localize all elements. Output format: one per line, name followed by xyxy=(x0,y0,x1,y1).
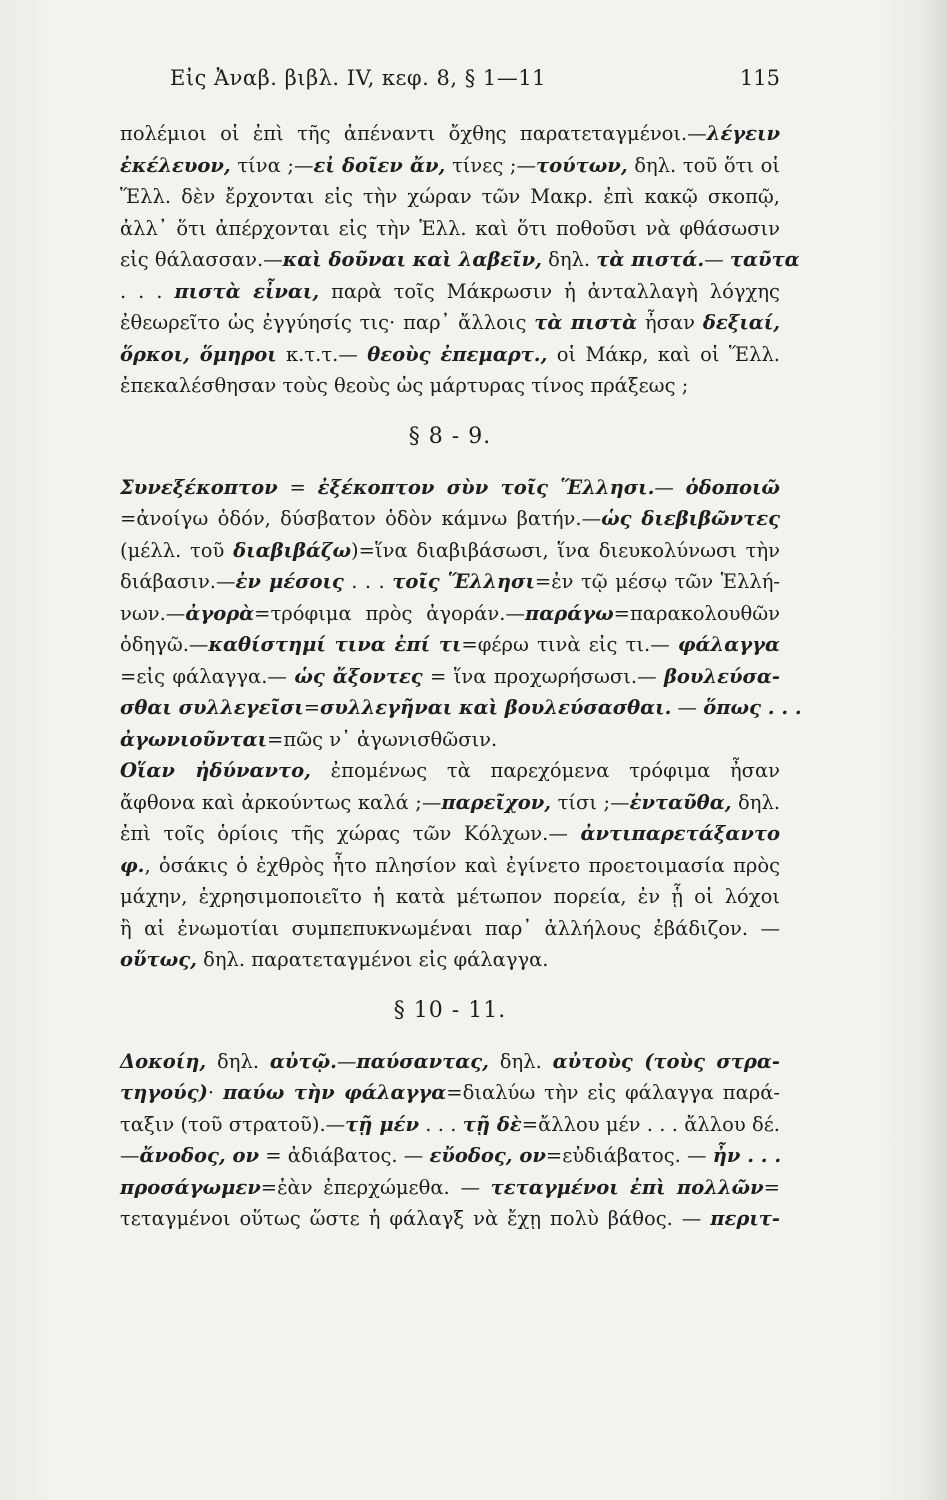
text-run: =παρακολουθῶν xyxy=(613,601,780,625)
text-run: Ἕλλ. δὲν ἔρχονται εἰς τὴν χώραν τῶν Μακρ. ἐπὶ κακῷ σκοπῷ, xyxy=(120,185,780,208)
text-line xyxy=(120,944,780,976)
lemma: ὡς ἄξοντες xyxy=(294,664,423,688)
text-run: . . . xyxy=(343,570,393,593)
section-heading: § 8 - 9. xyxy=(408,423,492,449)
lemma: αὐτῷ. xyxy=(269,1049,337,1073)
text-run: ταξιν (τοῦ στρατοῦ).— xyxy=(120,1112,346,1136)
text-run: = ἵνα προχωρήσωσι.— xyxy=(422,664,664,688)
lemma: παρεῖχον, xyxy=(441,790,552,814)
lemma: τηγούς) xyxy=(120,1081,208,1104)
lemma: θεοὺς ἐπεμαρτ., xyxy=(367,342,548,366)
text-run: ἦσαν xyxy=(637,311,703,334)
text-run: κ.τ.τ.— xyxy=(276,342,368,366)
text-run: =πῶς ν᾽ ἀγωνισθῶσιν. xyxy=(267,727,498,751)
text-line xyxy=(120,692,802,724)
text-run: =φέρω τινὰ εἰς τι.— xyxy=(461,633,678,656)
page-body xyxy=(120,118,802,1235)
text-line xyxy=(120,724,780,756)
text-run: =εἰς φάλαγγα.— xyxy=(120,664,295,688)
text-run: μάχην, ἐχρησιμοποιεῖτο ἡ κατὰ μέτωπον πορεία, ἐν ᾗ οἱ λόχοι xyxy=(120,885,780,908)
lemma: ὅρκοι, ὅμηροι xyxy=(120,342,277,366)
text-line xyxy=(120,1046,780,1078)
text-run: =τρόφιμα πρὸς ἀγοράν.— xyxy=(254,601,525,625)
text-run: · xyxy=(207,1081,223,1104)
text-line xyxy=(120,1077,780,1109)
lemma: παύω τὴν φάλαγγα xyxy=(222,1081,447,1104)
lemma: φ. xyxy=(120,853,145,877)
lemma: προσάγωμεν xyxy=(120,1175,261,1199)
page-edge-shadow xyxy=(919,0,947,1500)
text-run: τεταγμένοι οὕτως ὥστε ἡ φάλαγξ νὰ ἔχῃ πολὺ βάθος. — xyxy=(120,1207,711,1230)
text-run: τίνες ;— xyxy=(445,153,536,177)
text-line xyxy=(120,244,800,276)
text-run: δηλ. παρατεταγμένοι εἰς φάλαγγα. xyxy=(196,948,549,971)
text-line xyxy=(120,1109,780,1141)
lemma: ταῦτα xyxy=(729,248,800,271)
text-run: = xyxy=(277,475,318,499)
lemma: τοῖς Ἕλλησι xyxy=(392,570,535,593)
text-run: — xyxy=(654,475,686,499)
text-run: ἀλλ᾽ ὅτι ἀπέρχονται εἰς τὴν Ἑλλ. καὶ ὅτι ποθοῦσι νὰ φθάσωσιν xyxy=(120,216,780,240)
lemma: καὶ δοῦναι καὶ λαβεῖν, xyxy=(282,248,542,271)
lemma: ἀγωνιοῦνται xyxy=(120,727,268,751)
lemma: τεταγμένοι ἐπὶ πολλῶν xyxy=(490,1175,764,1199)
text-run: =ἐὰν ἐπερχώμεθα. — xyxy=(260,1175,491,1199)
lemma: ὡς διεβιβῶντες xyxy=(601,507,780,530)
lemma: βουλεύσα- xyxy=(663,664,780,688)
lemma: παύσαντας, xyxy=(356,1049,489,1073)
lemma: αὐτοὺς (τοὺς στρα- xyxy=(552,1049,780,1073)
text-line xyxy=(120,661,780,693)
running-head: Εἰς Ἀναβ. βιβλ. IV, κεφ. 8, § 1—11 xyxy=(170,66,546,90)
text-line xyxy=(120,472,780,504)
lemma: τῇ δὲ xyxy=(462,1112,522,1136)
text-run: τίνα ;— xyxy=(230,153,314,177)
text-line xyxy=(120,213,780,245)
text-line xyxy=(120,566,780,598)
text-line xyxy=(120,1140,780,1172)
text-run: νων.— xyxy=(120,601,186,625)
lemma: δεξιαί, xyxy=(702,311,780,334)
text-line xyxy=(120,598,780,630)
text-run: ἐπεκαλέσθησαν τοὺς θεοὺς ὡς μάρτυρας τίνος πράξεως ; xyxy=(120,374,689,397)
text-run: δηλ. xyxy=(488,1049,553,1073)
lemma: ὅπως . . . xyxy=(703,696,802,719)
lemma: λέγειν xyxy=(706,122,780,145)
text-run: , ὁσάκις ὁ ἐχθρὸς ἦτο πλησίον καὶ ἐγίνετο προετοιμασία πρὸς xyxy=(144,853,780,877)
text-run: — xyxy=(704,248,730,271)
text-run: ἄφθονα καὶ ἀρκούντως καλά ;— xyxy=(120,790,442,814)
text-run: . . . xyxy=(419,1112,463,1136)
text-run: δηλ. xyxy=(206,1049,270,1073)
text-line xyxy=(120,913,780,945)
text-run: ἢ αἱ ἐνωμοτίαι συμπεπυκνωμέναι παρ᾽ ἀλλήλους ἐβάδιζον. — xyxy=(120,916,780,940)
text-line xyxy=(120,370,780,402)
lemma: ἐνταῦθα, xyxy=(629,790,732,814)
text-run: ὁδηγῶ.— xyxy=(120,633,209,656)
text-line xyxy=(120,755,780,787)
text-run: ἐπὶ τοῖς ὁρίοις τῆς χώρας τῶν Κόλχων.— xyxy=(120,822,581,845)
text-line xyxy=(120,850,780,882)
text-line xyxy=(120,307,780,339)
lemma: Δοκοίη, xyxy=(120,1049,207,1073)
text-line xyxy=(120,150,780,182)
text-run: =ἐν τῷ μέσῳ τῶν Ἑλλή- xyxy=(534,570,780,593)
lemma: εἰ δοῖεν ἄν, xyxy=(313,153,446,177)
text-line xyxy=(120,1203,780,1235)
lemma: Συνεξέκοπτον xyxy=(120,475,278,499)
lemma: Οἵαν ἠδύναντο, xyxy=(120,759,311,782)
lemma: ἦν . . . xyxy=(712,1144,782,1167)
lemma: διαβιβάζω xyxy=(233,538,352,562)
text-run: οἱ Μάκρ, καὶ οἱ Ἕλλ. xyxy=(547,342,780,366)
text-line xyxy=(120,339,780,371)
text-line xyxy=(120,629,780,661)
text-run: (μέλλ. τοῦ xyxy=(120,538,234,562)
lemma: παράγω xyxy=(524,601,614,625)
text-line xyxy=(120,118,780,150)
text-run: διάβασιν.— xyxy=(120,570,236,593)
text-run: δηλ. xyxy=(541,248,597,271)
page-header xyxy=(120,60,780,100)
lemma: τῇ μέν xyxy=(345,1112,419,1136)
lemma: ἀντιπαρετάξαντο xyxy=(580,822,780,845)
text-run: δηλ. τοῦ ὅτι οἱ xyxy=(627,153,780,177)
text-line xyxy=(120,276,780,308)
text-run: δηλ. xyxy=(731,790,781,814)
text-run: =ἄλλου μέν . . . ἄλλου δέ. xyxy=(521,1112,780,1136)
lemma: ὁδοποιῶ xyxy=(685,475,780,499)
text-run: = xyxy=(763,1175,780,1199)
text-run: ἐθεωρεῖτο ὡς ἐγγύησίς τις· παρ᾽ ἄλλοις xyxy=(120,311,535,334)
text-line xyxy=(120,535,780,567)
text-run: = ἀδιάβατος. — xyxy=(259,1144,430,1167)
text-run: πολέμιοι οἱ ἐπὶ τῆς ἀπέναντι ὄχθης παρατεταγμένοι.— xyxy=(120,122,707,145)
text-line xyxy=(120,181,780,213)
text-run: )=ἵνα διαβιβάσωσι, ἵνα διευκολύνωσι τὴν xyxy=(351,538,780,562)
lemma: καθίστημί τινα ἐπί τι xyxy=(208,633,462,656)
text-run: τίσι ;— xyxy=(551,790,630,814)
lemma: τὰ πιστὰ xyxy=(534,311,638,334)
text-run: . . . xyxy=(120,279,175,303)
lemma: ἄνοδος, ον xyxy=(139,1144,260,1167)
lemma: ἐκέλευον, xyxy=(120,153,231,177)
text-line xyxy=(120,503,780,535)
text-run: παρὰ τοῖς Μάκρωσιν ἡ ἀνταλλαγὴ λόγχης xyxy=(319,279,780,303)
section-heading: § 10 - 11. xyxy=(393,997,507,1023)
text-line xyxy=(120,818,780,850)
text-run: — xyxy=(336,1049,357,1073)
lemma: τὰ πιστά. xyxy=(596,248,705,271)
lemma: συλλεγῆναι καὶ βουλεύσασθαι. xyxy=(320,696,672,719)
lemma: πιστὰ εἶναι, xyxy=(174,279,320,303)
lemma: ἐν μέσοις xyxy=(235,570,344,593)
lemma: ἐξέκοπτον σὺν τοῖς Ἕλλησι. xyxy=(317,475,655,499)
lemma: περιτ- xyxy=(710,1207,780,1230)
text-run: ἐπομένως τὰ παρεχόμενα τρόφιμα ἦσαν xyxy=(310,759,780,782)
text-line xyxy=(120,881,780,913)
text-line xyxy=(120,1172,780,1204)
text-run: = xyxy=(303,696,321,719)
lemma: οὕτως, xyxy=(120,948,197,971)
lemma: τούτων, xyxy=(535,153,628,177)
text-run: =εὐδιάβατος. — xyxy=(545,1144,713,1167)
text-run: =διαλύω τὴν εἰς φάλαγγα παρά- xyxy=(446,1081,780,1104)
lemma: εὔοδος, ον xyxy=(429,1144,546,1167)
text-run: — xyxy=(120,1144,140,1167)
text-line xyxy=(120,787,780,819)
lemma: φάλαγγα xyxy=(677,633,780,656)
text-run: =ἀνοίγω ὁδόν, δύσβατον ὁδὸν κάμνω βατήν.— xyxy=(120,507,602,530)
lemma: σθαι συλλεγεῖσι xyxy=(120,696,304,719)
text-run: εἰς θάλασσαν.— xyxy=(120,248,283,271)
page-number: 115 xyxy=(739,66,780,90)
lemma: ἀγορὰ xyxy=(185,601,255,625)
text-run: — xyxy=(671,696,704,719)
